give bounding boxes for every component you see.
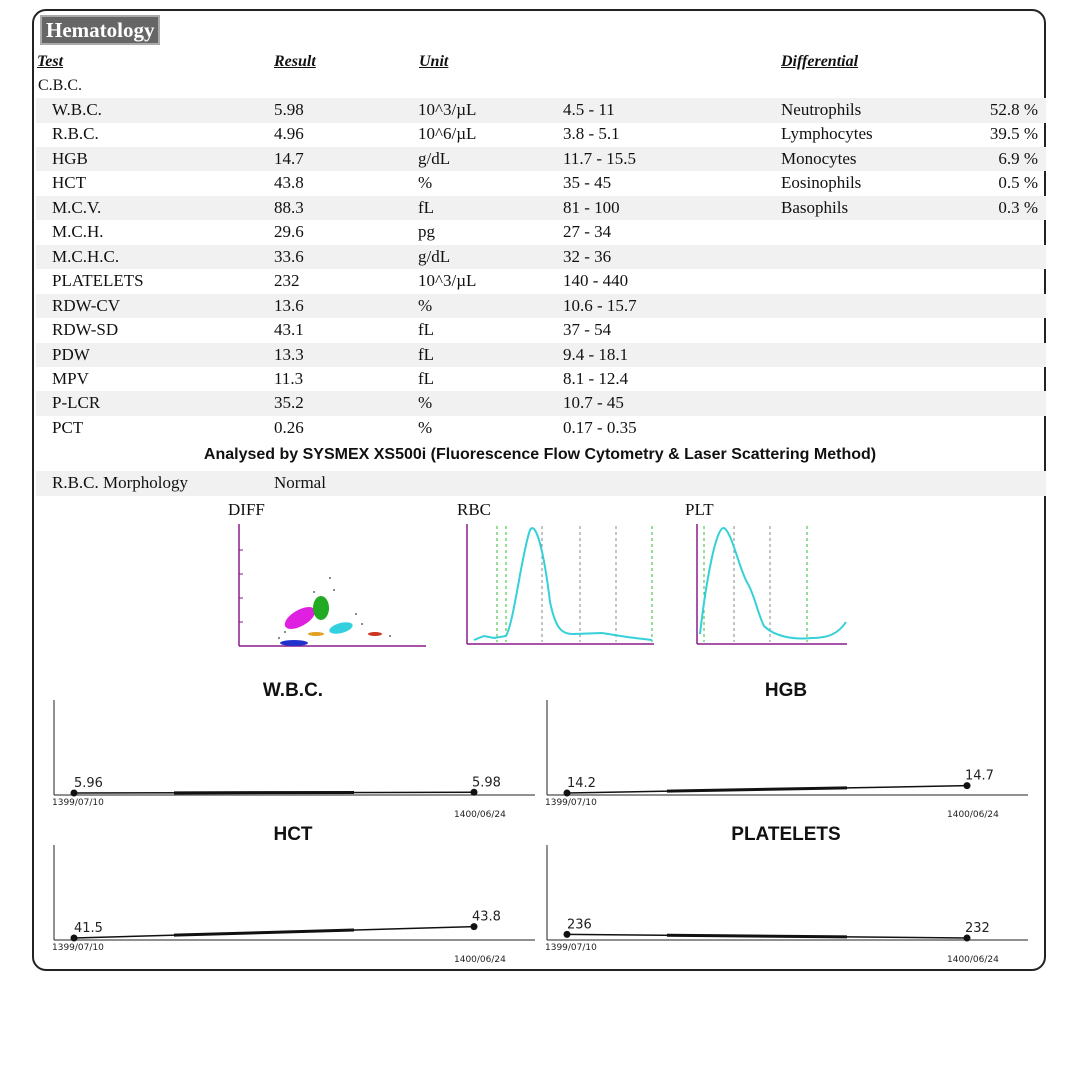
trend-chart-platelets [546,845,1030,970]
trend-date-start: 1399/07/10 [52,798,104,808]
table-row [36,391,1046,416]
trend-value-label: 5.98 [472,775,501,791]
trend-date-end: 1400/06/24 [454,810,506,820]
differential-name: Neutrophils [781,100,862,119]
unit-value: % [418,417,433,437]
trend-title-hgb: HGB [764,680,808,701]
differential-value: 52.8 % [989,100,1038,119]
trend-line-emphasis [667,935,847,937]
table-row [36,318,1046,343]
table-row [36,196,1046,221]
trend-value-label: 14.2 [567,776,596,791]
result-value: 43.1 [274,320,304,340]
diff-scattergram [230,520,430,652]
test-name: W.B.C. [52,100,102,119]
result-value: 14.7 [274,148,304,168]
trend-chart-hgb [546,700,1030,825]
test-name: HCT [52,173,86,193]
trend-title-hct: HCT [273,824,313,845]
plt-label: PLT [685,500,714,519]
neutro-cluster [313,596,329,620]
trend-value-label: 232 [965,921,990,936]
test-name: RDW-CV [52,295,120,315]
reference-range: 8.1 - 12.4 [563,368,629,388]
table-row [36,147,1046,172]
result-value: 13.6 [274,295,304,315]
plt-histogram [692,522,850,652]
differential-name: Monocytes [781,148,857,168]
unit-value: g/dL [418,246,451,266]
table-row [36,269,1046,294]
rbc-label: RBC [457,500,492,519]
trend-date-end: 1400/06/24 [947,810,999,820]
table-row [36,367,1046,392]
trend-line-emphasis [174,930,354,935]
unit-value: 10^3/µL [418,271,477,291]
result-value: 4.96 [274,124,304,144]
differential-value: 6.9 % [998,148,1038,168]
reference-range: 3.8 - 5.1 [563,124,620,144]
morphology-row [36,471,1046,496]
reference-range: 10.7 - 45 [563,393,624,413]
unit-value: fL [418,368,435,388]
test-name: HGB [52,148,88,168]
trend-date-start: 1399/07/10 [545,798,597,808]
trend-line-emphasis [667,788,847,791]
trend-chart-hct [53,845,537,970]
reference-range: 140 - 440 [563,271,629,291]
table-row [36,220,1046,245]
trend-date-end: 1400/06/24 [454,955,506,965]
result-value: 13.3 [274,344,304,364]
unit-value: % [418,173,433,193]
table-row [36,122,1046,147]
reference-range: 81 - 100 [563,197,620,217]
table-row [36,245,1046,270]
differential-value: 39.5 % [989,124,1038,144]
header-test: Test [37,53,64,70]
reference-range: 4.5 - 11 [563,100,615,119]
result-value: 0.26 [274,417,304,437]
table-row [36,343,1046,368]
unit-value: fL [418,197,435,217]
test-name: PCT [52,417,84,437]
differential-value: 0.3 % [998,197,1038,217]
reference-range: 10.6 - 15.7 [563,295,637,315]
result-value: 11.3 [274,368,304,388]
diff-label: DIFF [228,500,265,519]
table-row [36,294,1046,319]
rbc-histogram [462,522,657,652]
header-differential: Differential [781,53,859,70]
reference-range: 11.7 - 15.5 [563,148,637,168]
result-value: 33.6 [274,246,304,266]
result-value: 35.2 [274,393,304,413]
unit-value: % [418,295,433,315]
table-row [36,416,1046,441]
table-row [36,98,1046,123]
reference-range: 32 - 36 [563,246,612,266]
unit-value: 10^3/µL [418,100,477,119]
unit-value: fL [418,344,435,364]
reference-range: 35 - 45 [563,173,612,193]
trend-value-label: 5.96 [74,776,103,791]
differential-name: Lymphocytes [781,124,873,144]
result-value: 88.3 [274,197,304,217]
reference-range: 9.4 - 18.1 [563,344,629,364]
section-title: Hematology [40,15,160,45]
test-name: P-LCR [52,393,101,413]
trend-date-start: 1399/07/10 [52,943,104,953]
mono-cluster [328,620,354,636]
trend-title-platelets: PLATELETS [731,824,841,845]
morphology-label: R.B.C. Morphology [52,473,189,492]
reference-range: 0.17 - 0.35 [563,417,637,437]
trend-title-wbc: W.B.C. [262,680,324,701]
unit-value: g/dL [418,148,451,168]
test-name: M.C.H.C. [52,246,120,266]
test-name: MPV [52,368,89,388]
test-name: PDW [52,344,90,364]
header-unit: Unit [419,53,449,70]
trend-value-label: 41.5 [74,921,103,936]
trend-value-label: 14.7 [965,768,994,784]
result-value: 43.8 [274,173,304,193]
unit-value: pg [418,222,435,242]
eosino-cluster [368,632,382,636]
trend-date-end: 1400/06/24 [947,955,999,965]
trend-chart-wbc [53,700,537,825]
trend-value-label: 43.8 [472,909,501,925]
differential-name: Basophils [781,197,849,217]
morphology-value: Normal [274,473,326,492]
reference-range: 37 - 54 [563,320,612,340]
result-value: 29.6 [274,222,304,242]
test-name: RDW-SD [52,320,119,340]
test-name: R.B.C. [52,124,99,144]
header-result: Result [274,53,316,70]
table-row [36,171,1046,196]
ghost-cluster [280,640,308,646]
test-name: PLATELETS [52,271,144,291]
differential-value: 0.5 % [998,173,1038,193]
trend-date-start: 1399/07/10 [545,943,597,953]
analysis-note: Analysed by SYSMEX XS500i (Fluorescence Flow Cytometry & Laser Scattering Method) [203,446,877,463]
test-name: M.C.H. [52,222,104,242]
result-value: 5.98 [274,100,304,119]
reference-range: 27 - 34 [563,222,612,242]
trend-value-label: 236 [567,917,592,933]
test-name: M.C.V. [52,197,102,217]
group-label: C.B.C. [38,77,83,94]
unit-value: fL [418,320,435,340]
differential-name: Eosinophils [781,173,862,193]
unit-value: % [418,393,433,413]
result-value: 232 [274,271,300,291]
unit-value: 10^6/µL [418,124,477,144]
